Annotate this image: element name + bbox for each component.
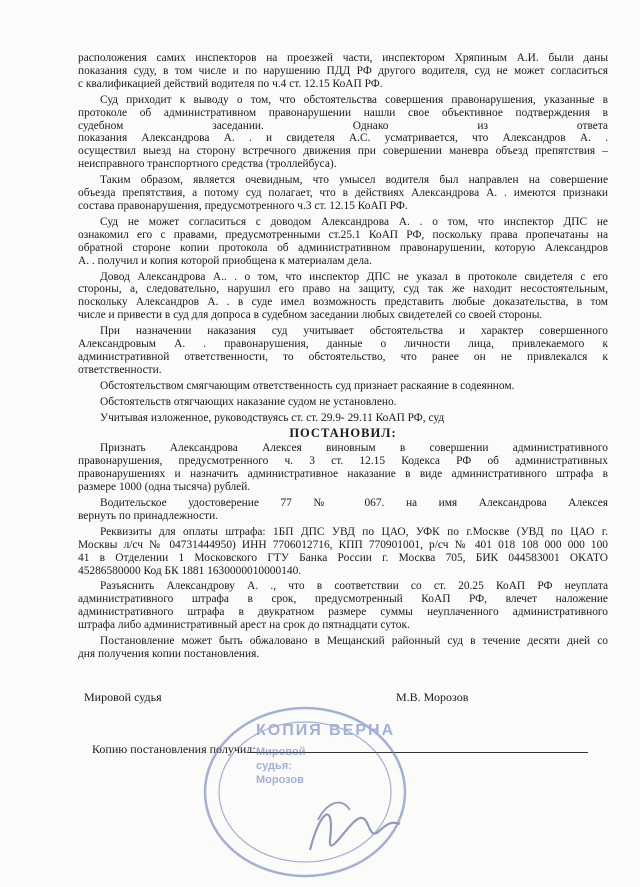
text-line: Признать Александрова Алексея виновным в совершении административного [100,442,608,455]
text-line: объезда препятствия, а потому суд полагает, что в действиях Александрова А. . имеются признаки [78,187,608,200]
text-line: дня получения копии постановления. [78,647,260,660]
resolution-paragraph [78,497,608,523]
text-line: числе и привести в суд для допроса в судебном заседании любых свидетелей со своей стороны. [78,309,543,322]
paragraphs-paragraph [78,216,608,268]
text-line: Обстоятельств отягчающих наказание судом не установлено. [100,395,397,408]
certification-stamp [200,700,410,880]
paragraphs-paragraph [78,52,608,91]
text-line: стороны, а, следовательно, нарушил его право на защиту, суд так же находит несостоятельным, [78,283,608,296]
text-line: состава правонарушения, предусмотренного ч.3 ст. 12.15 КоАП РФ. [78,199,408,212]
paragraphs-paragraph [78,412,608,425]
paragraphs-paragraph [78,174,608,213]
text-line: Водительское удостоверение 77 № 067. на имя Александрова Алексея [100,497,608,509]
text-line: неисправного транспортного средства (троллейбуса). [78,158,337,171]
resolution-heading: ПОСТАНОВИЛ: [289,426,397,441]
text-line: Довод Александрова А.. . о том, что инспектор ДПС не указал в протоколе свидетеля с его [100,270,608,283]
paragraphs-paragraph [78,325,608,377]
copy-received-label: Копию постановления получил: [92,742,256,756]
text-line: правонарушения, предусмотренного ч. 3 ст. 12.15 Кодекса РФ об административных [78,455,608,468]
text-line: административного штрафа в срок, предусмотренный КоАП РФ, влечет наложение [78,593,608,606]
judge-title: Мировой судья [84,690,162,704]
text-line: ответственности. [78,363,162,376]
stamp-main-text: КОПИЯ ВЕРНА [256,722,396,739]
text-line: осуществил выезд на сторону встречного движения при совершении маневра объезд препятствия – [78,145,608,158]
paragraphs-paragraph [78,396,608,409]
text-line: размере 1000 (одна тысяча) рублей. [78,481,251,494]
paragraphs-paragraph [78,380,608,393]
text-line: с квалификацией действий водителя по ч.4 ст. 12.15 КоАП РФ. [78,77,383,90]
text-line: правонарушениях и назначить административное наказание в виде административного штрафа в [78,468,608,481]
text-line: расположения самих инспекторов на проезжей части, инспектором Хряпиным А.И. были даны [78,52,608,64]
text-line: Постановление может быть обжаловано в Мещанский районный суд в течение десяти дней со [100,635,608,648]
text-line: административной ответственности, то обстоятельство, что ранее он не привлекался к [78,350,608,363]
stamp-line-3: Морозов [256,774,304,786]
text-line: штрафа либо административный арест на срок до пятнадцати суток. [78,619,410,632]
text-line: показания Александрова А. . и свидетеля А.С. усматривается, что Александров А. . [78,132,608,145]
text-line: ознакомил его с правами, предусмотренными ст.25.1 КоАП РФ, поскольку права пропечатаны на [78,228,608,241]
resolution-paragraph [78,442,608,494]
resolution-paragraph [78,635,608,661]
text-line: судебном заседании. Однако из ответа [78,119,608,132]
stamp-line-2: судья: [256,760,292,772]
paragraphs-paragraph [78,271,608,323]
text-line: Суд приходит к выводу о том, что обстоятельства совершения правонарушения, указанные в [100,93,608,106]
text-line: Москвы л/сч № 04731444950) ИНН 7706012716, КПП 770901001, р/сч № 401 018 108 000 000 100 [78,538,608,551]
paragraphs-paragraph [78,94,608,171]
document-body [78,52,608,664]
text-line: Александровым А. . правонарушения, данные о личности лица, привлекаемого к [78,338,608,351]
judge-name: М.В. Морозов [396,690,469,704]
text-line: поскольку Александров А. . в суде имел возможность представить любые доказательства, в том [78,296,608,309]
text-line: Реквизиты для оплаты штрафа: 1БП ДПС УВД по ЦАО, УФК по г.Москве (УВД по ЦАО г. [100,525,608,538]
text-line: протоколе об административном правонарушении нашли свое объективное подтверждения в [78,106,608,119]
text-line: вернуть по принадлежности. [78,509,219,522]
text-line: Разъяснить Александрову А. ., что в соответствии со ст. 20.25 КоАП РФ неуплата [100,580,608,593]
text-line: административного штрафа в двукратном размере суммы неуплаченного административного [78,606,608,619]
text-line: При назначении наказания суд учитывает обстоятельства и характер совершенного [100,325,608,338]
text-line: показания суду, в том числе и по нарушению ПДД РФ другого водителя, суд не может согласиться [78,64,608,77]
text-line: Таким образом, является очевидным, что умысел водителя был направлен на совершение [100,174,608,187]
text-line: Обстоятельством смягчающим ответственность суд признает раскаяние в содеянном. [100,379,515,392]
text-line: Учитывая изложенное, руководствуясь ст. ст. 29.9- 29.11 КоАП РФ, суд [100,411,445,424]
resolution-paragraph [78,526,608,578]
text-line: Суд не может согласиться с доводом Александрова А. . о том, что инспектор ДПС не [100,215,608,228]
text-line: 41 в Отделении 1 Московского ГТУ Банка России г. Москва 705, БИК 044583001 ОКАТО [78,551,608,564]
text-line: 45286580000 Код БК 1881 1630000010000140. [78,564,302,577]
resolution-paragraph [78,580,608,632]
stamp-line-1: Мировой [256,746,306,758]
text-line: обратной стороне копии протокола об административном правонарушении, которую Александров [78,241,608,254]
text-line: А. . получил и копия которой приобщена к материалам дела. [78,254,372,267]
